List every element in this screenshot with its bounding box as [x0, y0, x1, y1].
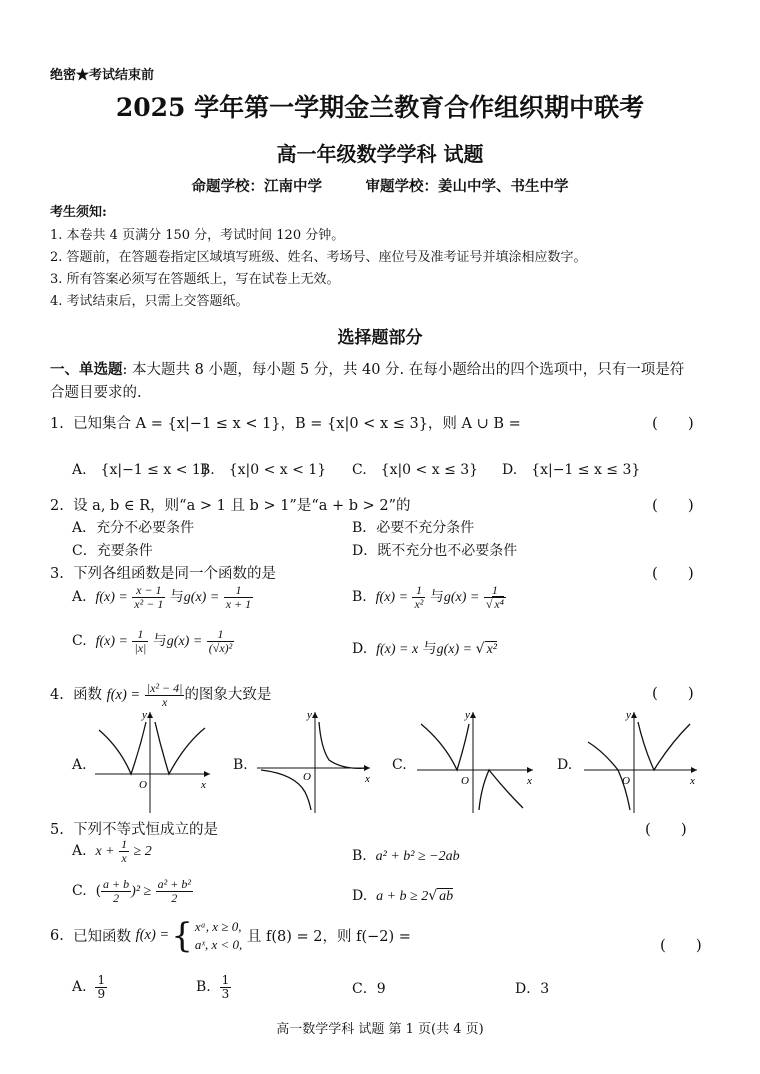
q3-answer-paren: ( ): [652, 564, 694, 582]
section-intro-line2: 合题目要求的.: [50, 385, 142, 401]
q4-graph-a-origin: O: [139, 779, 147, 791]
q1-option-d: D. {x|−1 ≤ x ≤ 3}: [502, 462, 641, 478]
q1-answer-paren: ( ): [652, 414, 694, 432]
q4-graph-b: [255, 708, 375, 816]
section-intro: 一、单选题: 本大题共 8 小题，每小题 5 分，共 40 分. 在每小题给出的四个选项中，只有一项是符: [50, 361, 685, 378]
q4-graph-b-x-label: x: [365, 773, 370, 785]
q4-label-d: D.: [557, 757, 573, 773]
exam-subtitle: 高一年级数学学科 试题: [276, 142, 484, 166]
q6-answer-paren: ( ): [660, 936, 702, 954]
q4-answer-paren: ( ): [652, 684, 694, 702]
notice-item: 4. 考试结束后，只需上交答题纸。: [50, 294, 249, 309]
q3-option-d: D. f(x) = x 与g(x) = √ x²: [352, 641, 497, 657]
q4-graph-d-x-label: x: [690, 775, 695, 787]
q5-option-d: D. a + b ≥ 2√ ab: [352, 888, 454, 904]
q2-option-d: D．既不充分也不必要条件: [352, 543, 518, 559]
q4-label-b: B.: [233, 757, 248, 773]
q2-option-c: C．充要条件: [72, 543, 153, 559]
q4-graph-b-y-label: y: [307, 709, 312, 721]
q4-label-a: A.: [72, 757, 87, 773]
q1-option-c: C. {x|0 < x ≤ 3}: [352, 462, 479, 478]
q4-graph-d-origin: O: [622, 775, 630, 787]
q2-option-b: B．必要不充分条件: [352, 520, 475, 536]
q4-graph-c: [415, 708, 540, 816]
q2-answer-paren: ( ): [652, 496, 694, 514]
q1-option-a: A. {x|−1 ≤ x < 1}: [72, 462, 210, 478]
q3-option-c: C. f(x) = $\frac{1}{|x|}$ 与g(x) = $\frac{1}{\text{(√x)²}}$: [72, 627, 233, 655]
secret-label: 绝密★考试结束前: [50, 68, 155, 83]
notice-item: 3. 所有答案必须写在答题纸上，写在试卷上无效。: [50, 272, 340, 287]
notice-item: 2. 答题前，在答题卷指定区域填写班级、姓名、考场号、座位号及准考证号并填涂相应数字。: [50, 250, 587, 265]
q4-graph-a-y-label: y: [142, 709, 147, 721]
q4-graph-a-x-label: x: [201, 779, 206, 791]
q4-label-c: C.: [392, 757, 407, 773]
q1-stem: 1. 已知集合 A = {x|−1 ≤ x < 1}，B = {x|0 < x ≤ 3}，则 A ∪ B =: [50, 416, 521, 432]
q6-option-b: B. $\frac{1}{3}$: [196, 973, 230, 1001]
q5-stem: 5. 下列不等式恒成立的是: [50, 822, 219, 838]
q4-graph-c-x-label: x: [527, 775, 532, 787]
q6-stem: 6. 已知函数 f(x) = { xᵃ, x ≥ 0, aˣ, x < 0, 且 f(8) = 2，则 f(−2) =: [50, 915, 411, 956]
q4-graph-d: [582, 708, 702, 816]
section-title: 选择题部分: [337, 328, 423, 348]
q4-graph-c-origin: O: [461, 775, 469, 787]
q5-option-c: C. ( $\frac{a + b}{2}$ )² ≥ $\frac{\text{a² + b²}}{2}$: [72, 877, 191, 905]
q1-option-b: B. {x|0 < x < 1}: [200, 462, 327, 478]
q5-answer-paren: ( ): [645, 820, 687, 838]
q4-stem: 4. 函数 f(x) = $\frac{\text{|x² − 4|}}{x}$ 的图象大致是: [50, 681, 272, 709]
q4-graph-b-origin: O: [303, 771, 311, 783]
q6-option-a: A. $\frac{1}{9}$: [72, 973, 106, 1001]
exam-title: 2025 学年第一学期金兰教育合作组织期中联考: [115, 93, 645, 122]
q4-graph-d-y-label: y: [626, 709, 631, 721]
q3-option-b: B. f(x) = $\frac{1}{\text{x²}}$ 与g(x) = $\frac{1}{\text{√ x⁴}}$: [352, 583, 504, 611]
page-footer: 高一数学学科 试题 第 1 页(共 4 页): [276, 1022, 484, 1037]
exam-schools: 命题学校：江南中学 审题学校：姜山中学、书生中学: [191, 178, 569, 195]
q6-option-c: C．9: [352, 981, 386, 997]
q2-stem: 2. 设 a, b ∈ R，则“a > 1 且 b > 1”是“a + b > 2”的: [50, 498, 411, 514]
notice-heading: 考生须知:: [50, 205, 107, 220]
q5-option-a: A. x + $\frac{1}{x}$ ≥ 2: [72, 837, 152, 865]
q3-stem: 3. 下列各组函数是同一个函数的是: [50, 566, 277, 582]
q4-graph-a: [95, 708, 215, 816]
notice-item: 1. 本卷共 4 页满分 150 分，考试时间 120 分钟。: [50, 228, 345, 243]
q4-graph-c-y-label: y: [465, 709, 470, 721]
q5-option-b: B. a² + b² ≥ −2ab: [352, 848, 460, 864]
q3-option-a: A. f(x) = $\frac{x - 1}{\text{x² − 1}}$ 与g(x) = $\frac{1}{x + 1}$: [72, 583, 252, 611]
q2-option-a: A．充分不必要条件: [72, 520, 195, 536]
q6-option-d: D．3: [515, 981, 550, 997]
